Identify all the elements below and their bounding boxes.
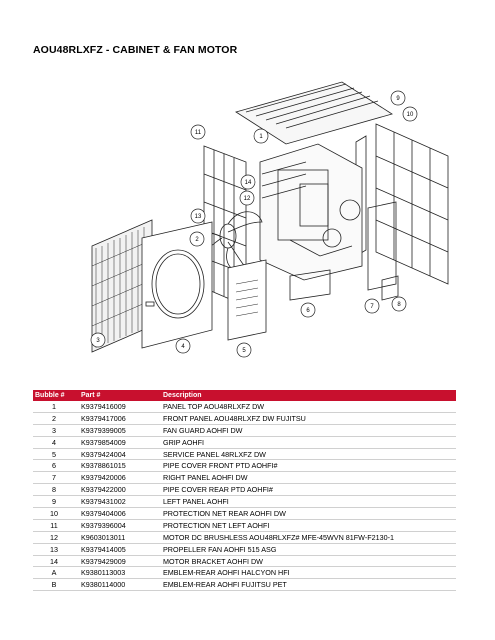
cell-description: RIGHT PANEL AOHFI DW bbox=[161, 472, 456, 484]
table-row bbox=[33, 460, 456, 472]
svg-text:8: 8 bbox=[397, 302, 401, 308]
page-title: AOU48RLXFZ - CABINET & FAN MOTOR bbox=[33, 44, 238, 56]
cell-description: EMBLEM-REAR AOHFI HALCYON HFI bbox=[161, 567, 456, 579]
cell-bubble: 8 bbox=[33, 484, 75, 496]
table-row bbox=[33, 412, 456, 424]
table-row bbox=[33, 401, 456, 412]
table-row bbox=[33, 543, 456, 555]
table-row bbox=[33, 579, 456, 591]
cell-part: K9379414005 bbox=[75, 543, 161, 555]
chassis-drawing bbox=[260, 144, 362, 280]
cell-description: MOTOR BRACKET AOHFI DW bbox=[161, 555, 456, 567]
cell-part: K9379854009 bbox=[75, 436, 161, 448]
cell-bubble: 3 bbox=[33, 424, 75, 436]
cell-description: FRONT PANEL AOU48RLXFZ DW FUJITSU bbox=[161, 412, 456, 424]
svg-text:12: 12 bbox=[243, 196, 251, 202]
cell-description: PROTECTION NET REAR AOHFI DW bbox=[161, 508, 456, 520]
cell-description: FAN GUARD AOHFI DW bbox=[161, 424, 456, 436]
cell-part: K9379396004 bbox=[75, 519, 161, 531]
cell-part: K9379422000 bbox=[75, 484, 161, 496]
cell-bubble: 7 bbox=[33, 472, 75, 484]
svg-text:5: 5 bbox=[242, 348, 246, 354]
cell-part: K9379399005 bbox=[75, 424, 161, 436]
header-part-number: Part # bbox=[75, 390, 161, 401]
cell-bubble: 6 bbox=[33, 460, 75, 472]
service-panel-drawing bbox=[228, 260, 266, 340]
cell-part: K9379424004 bbox=[75, 448, 161, 460]
svg-text:1: 1 bbox=[259, 134, 263, 140]
cell-bubble: 10 bbox=[33, 508, 75, 520]
table-row bbox=[33, 448, 456, 460]
cell-description: SERVICE PANEL 48RLXFZ DW bbox=[161, 448, 456, 460]
cell-description: PROTECTION NET LEFT AOHFI bbox=[161, 519, 456, 531]
cell-bubble: 9 bbox=[33, 496, 75, 508]
svg-text:6: 6 bbox=[306, 308, 310, 314]
cell-bubble: 14 bbox=[33, 555, 75, 567]
cell-description: PROPELLER FAN AOHFI 515 ASG bbox=[161, 543, 456, 555]
svg-text:14: 14 bbox=[244, 180, 252, 186]
cell-part: K9379417006 bbox=[75, 412, 161, 424]
table-row bbox=[33, 436, 456, 448]
cell-bubble: A bbox=[33, 567, 75, 579]
cell-description: GRIP AOHFI bbox=[161, 436, 456, 448]
cell-bubble: B bbox=[33, 579, 75, 591]
cell-bubble: 13 bbox=[33, 543, 75, 555]
cell-part: K9379420006 bbox=[75, 472, 161, 484]
table-row bbox=[33, 519, 456, 531]
cell-description: LEFT PANEL AOHFI bbox=[161, 496, 456, 508]
right-panel-drawing bbox=[368, 202, 396, 290]
cell-part: K9379429009 bbox=[75, 555, 161, 567]
table-row bbox=[33, 508, 456, 520]
cell-description: EMBLEM-REAR AOHFI FUJITSU PET bbox=[161, 579, 456, 591]
cell-part: K9379431002 bbox=[75, 496, 161, 508]
cell-part: K9378861015 bbox=[75, 460, 161, 472]
table-row bbox=[33, 424, 456, 436]
cell-description: PIPE COVER FRONT PTD AOHFI# bbox=[161, 460, 456, 472]
parts-table bbox=[33, 390, 456, 591]
svg-text:10: 10 bbox=[406, 112, 414, 118]
cell-bubble: 4 bbox=[33, 436, 75, 448]
table-row bbox=[33, 567, 456, 579]
table-row bbox=[33, 472, 456, 484]
table-row bbox=[33, 531, 456, 543]
svg-text:7: 7 bbox=[370, 304, 374, 310]
cell-bubble: 1 bbox=[33, 401, 75, 412]
cell-description: PIPE COVER REAR PTD AOHFI# bbox=[161, 484, 456, 496]
svg-text:11: 11 bbox=[194, 130, 202, 136]
table-header-row bbox=[33, 390, 456, 401]
cell-bubble: 12 bbox=[33, 531, 75, 543]
cell-bubble: 5 bbox=[33, 448, 75, 460]
table-row bbox=[33, 484, 456, 496]
svg-text:2: 2 bbox=[195, 237, 199, 243]
svg-text:4: 4 bbox=[181, 344, 185, 350]
svg-text:3: 3 bbox=[96, 338, 100, 344]
table-row bbox=[33, 555, 456, 567]
exploded-view-diagram bbox=[0, 70, 495, 390]
cell-description: MOTOR DC BRUSHLESS AOU48RLXFZ# MFE-45WVN 81FW-F2130-1 bbox=[161, 531, 456, 543]
cell-part: K9603013011 bbox=[75, 531, 161, 543]
cell-part: K9379404006 bbox=[75, 508, 161, 520]
header-description: Description bbox=[161, 390, 456, 401]
cell-part: K9380113003 bbox=[75, 567, 161, 579]
header-bubble: Bubble # bbox=[33, 390, 75, 401]
cell-description: PANEL TOP AOU48RLXFZ DW bbox=[161, 401, 456, 412]
cell-bubble: 2 bbox=[33, 412, 75, 424]
svg-text:13: 13 bbox=[194, 214, 202, 220]
cell-part: K9380114000 bbox=[75, 579, 161, 591]
table-row bbox=[33, 496, 456, 508]
cell-bubble: 11 bbox=[33, 519, 75, 531]
cell-part: K9379416009 bbox=[75, 401, 161, 412]
svg-text:9: 9 bbox=[396, 96, 400, 102]
